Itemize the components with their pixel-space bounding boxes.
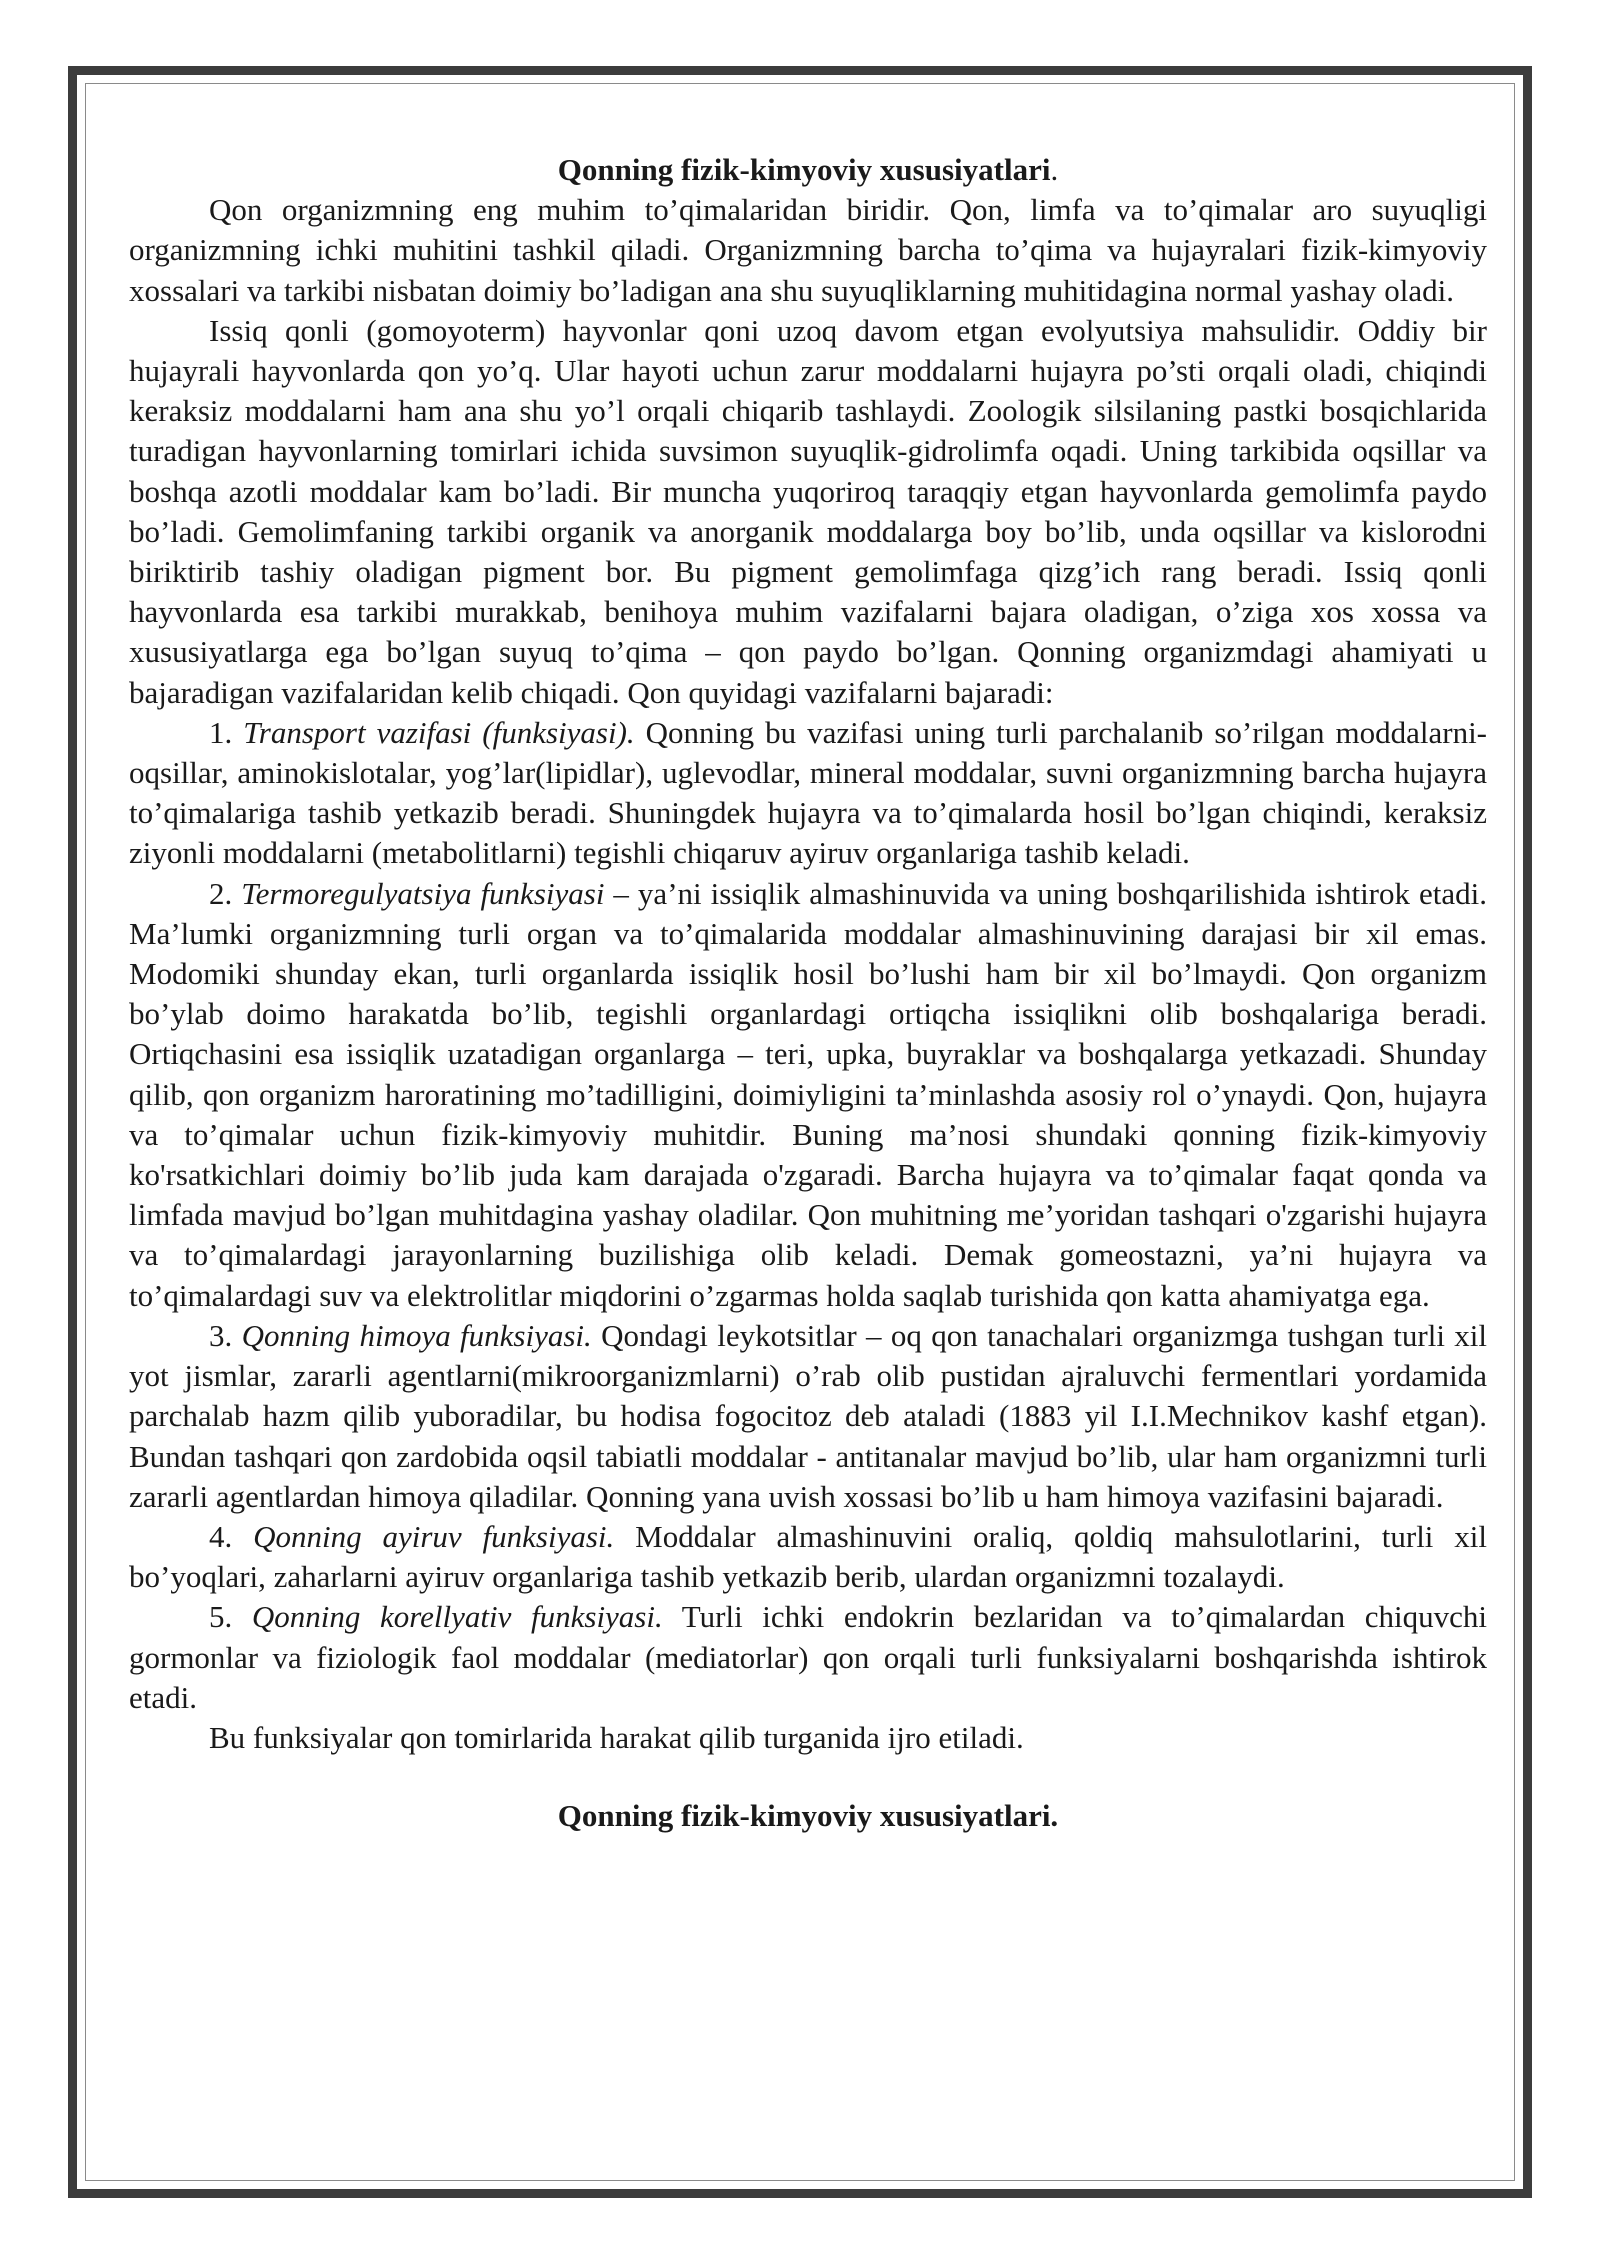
list-item-thermoregulation: 2. Termoregulyatsiya funksiyasi – ya’ni issiqlik almashinuvida va uning boshqarilishida ishtirok etadi. Ma’lumki organizmning turli organ va to’qimalarida moddalar almashinuvining darajasi bir xil emas. Modomiki shunday ekan, turli organlarda issiqlik hosil bo’lushi ham bir xil bo’lmaydi. Qon organizm bo’ylab doimo harakatda bo’lib, tegishli organlardagi ortiqcha issiqlikni olib boshqalariga beradi. Ortiqchasini esa issiqlik uzatadigan organlarga – teri, upka, buyraklar va boshqalarga yetkazadi. Shunday qilib, qon organizm haroratining mo’tadilligini, doimiyligini ta’minlashda asosiy rol o’ynaydi. Qon, hujayra va to’qimalar uchun fizik-kimyoviy muhitdir. Buning ma’nosi shundaki qonning fizik-kimyoviy ko'rsatkichlari doimiy bo’lib juda kam darajada o'zgaradi. Barcha hujayra va to’qimalar faqat qonda va limfada mavjud bo’lgan muhitdagina yashay oladilar. Qon muhitning me’yoridan tashqari o'zgarishi hujayra va to’qimalardagi jarayonlarning buzilishiga olib keladi. Demak gomeostazni, ya’ni hujayra va to’qimalardagi suv va elektrolitlar miqdorini o’zgarmas holda saqlab turishida qon katta ahamiyatga ega. (129, 875, 1487, 1313)
list-item-excretion: 4. Qonning ayiruv funksiyasi. Moddalar almashinuvini oraliq, qoldiq mahsulotlarini, turli xil bo’yoqlari, zaharlarni ayiruv organlariga tashib yetkazib berib, ulardan organizmni tozalaydi. (129, 1518, 1488, 1595)
paragraph-intro: Qon organizmning eng muhim to’qimalaridan biridir. Qon, limfa va to’qimalar aro suyuqligi organizmning ichki muhitini tashkil qiladi. Organizmning barcha to’qima va hujayralari fizik-kimyoviy xossalari va tarkibi nisbatan doimiy bo’ladigan ana shu suyuqliklarning muhitidagina normal yashay oladi. (129, 192, 1487, 308)
paragraph-evolution: Issiq qonli (gomoyoterm) hayvonlar qoni uzoq davom etgan evolyutsiya mahsulidir. Oddiy bir hujayrali hayvonlarda qon yo’q. Ular hayoti uchun zarur moddalarni hujayra po’sti orqali oladi, chiqindi keraksiz moddalarni ham ana shu yo’l orqali chiqarib tashlaydi. Zoologik silsilaning pastki bosqichlarida turadigan hayvonlarning tomirlari ichida suvsimon suyuqlik-gidrolimfa oqadi. Uning tarkibida oqsillar va boshqa azotli moddalar kam bo’ladi. Bir muncha yuqoriroq taraqqiy etgan hayvonlarda gemolimfa paydo bo’ladi. Gemolimfaning tarkibi organik va anorganik moddalarga boy bo’lib, unda oqsillar va kislorodni biriktirib tashiy oladigan pigment bor. Bu pigment gemolimfaga qizg’ich rang beradi. Issiq qonli hayvonlarda esa tarkibi murakkab, benihoya muhim vazifalarni bajara oladigan, o’ziga xos xossa va xususiyatlarga ega bo’lgan suyuq to’qima – qon paydo bo’lgan. Qonning organizmdagi ahamiyati u bajaradigan vazifalaridan kelib chiqadi. Qon quyidagi vazifalarni bajaradi: (129, 312, 1487, 710)
list-item-correlative: 5. Qonning korellyativ funksiyasi. Turli ichki endokrin bezlaridan va to’qimalardan chiquvchi gormonlar va fiziologik faol moddalar (mediatorlar) qon orqali turli funksiyalarni boshqarishda ishtirok etadi. (129, 1599, 1488, 1715)
paragraph-closing: Bu funksiyalar qon tomirlarida harakat qilib turganida ijro etiladi. (209, 1719, 1024, 1755)
list-item-protection: 3. Qonning himoya funksiyasi. Qondagi leykotsitlar – oq qon tanachalari organizmga tushgan turli xil yot jismlar, zararli agentlarni(mikroorganizmlarni) o’rab olib pustidan ajraluvchi fermentlari yordamida parchalab hazm qilib yuboradilar, bu hodisa fogocitoz deb ataladi (1883 yil I.I.Mechnikov kashf etgan). Bundan tashqari qon zardobida oqsil tabiatli moddalar - antitanalar mavjud bo’lib, ular ham organizmni turli zararli agentlardan himoya qiladilar. Qonning yana uvish xossasi bo’lib u ham himoya vazifasini bajaradi. (129, 1317, 1487, 1514)
list-item-transport: 1. Transport vazifasi (funksiyasi). Qonning bu vazifasi uning turli parchalanib so’rilgan moddalarni- oqsillar, aminokislotalar, yog’lar(lipidlar), uglevodlar, mineral moddalar, suvni organizmning barcha hujayra to’qimalariga tashib yetkazib beradi. Shuningdek hujayra va to’qimalarda hosil bo’lgan chiqindi, keraksiz ziyonli moddalarni (metabolitlarni) tegishli chiqaruv ayiruv organlariga tashib keladi. (129, 714, 1488, 871)
section-title: Qonning fizik-kimyoviy xususiyatlari. (557, 1798, 1059, 1834)
document-title: Qonning fizik-kimyoviy xususiyatlari. (557, 152, 1059, 187)
document-body (129, 150, 1487, 1836)
